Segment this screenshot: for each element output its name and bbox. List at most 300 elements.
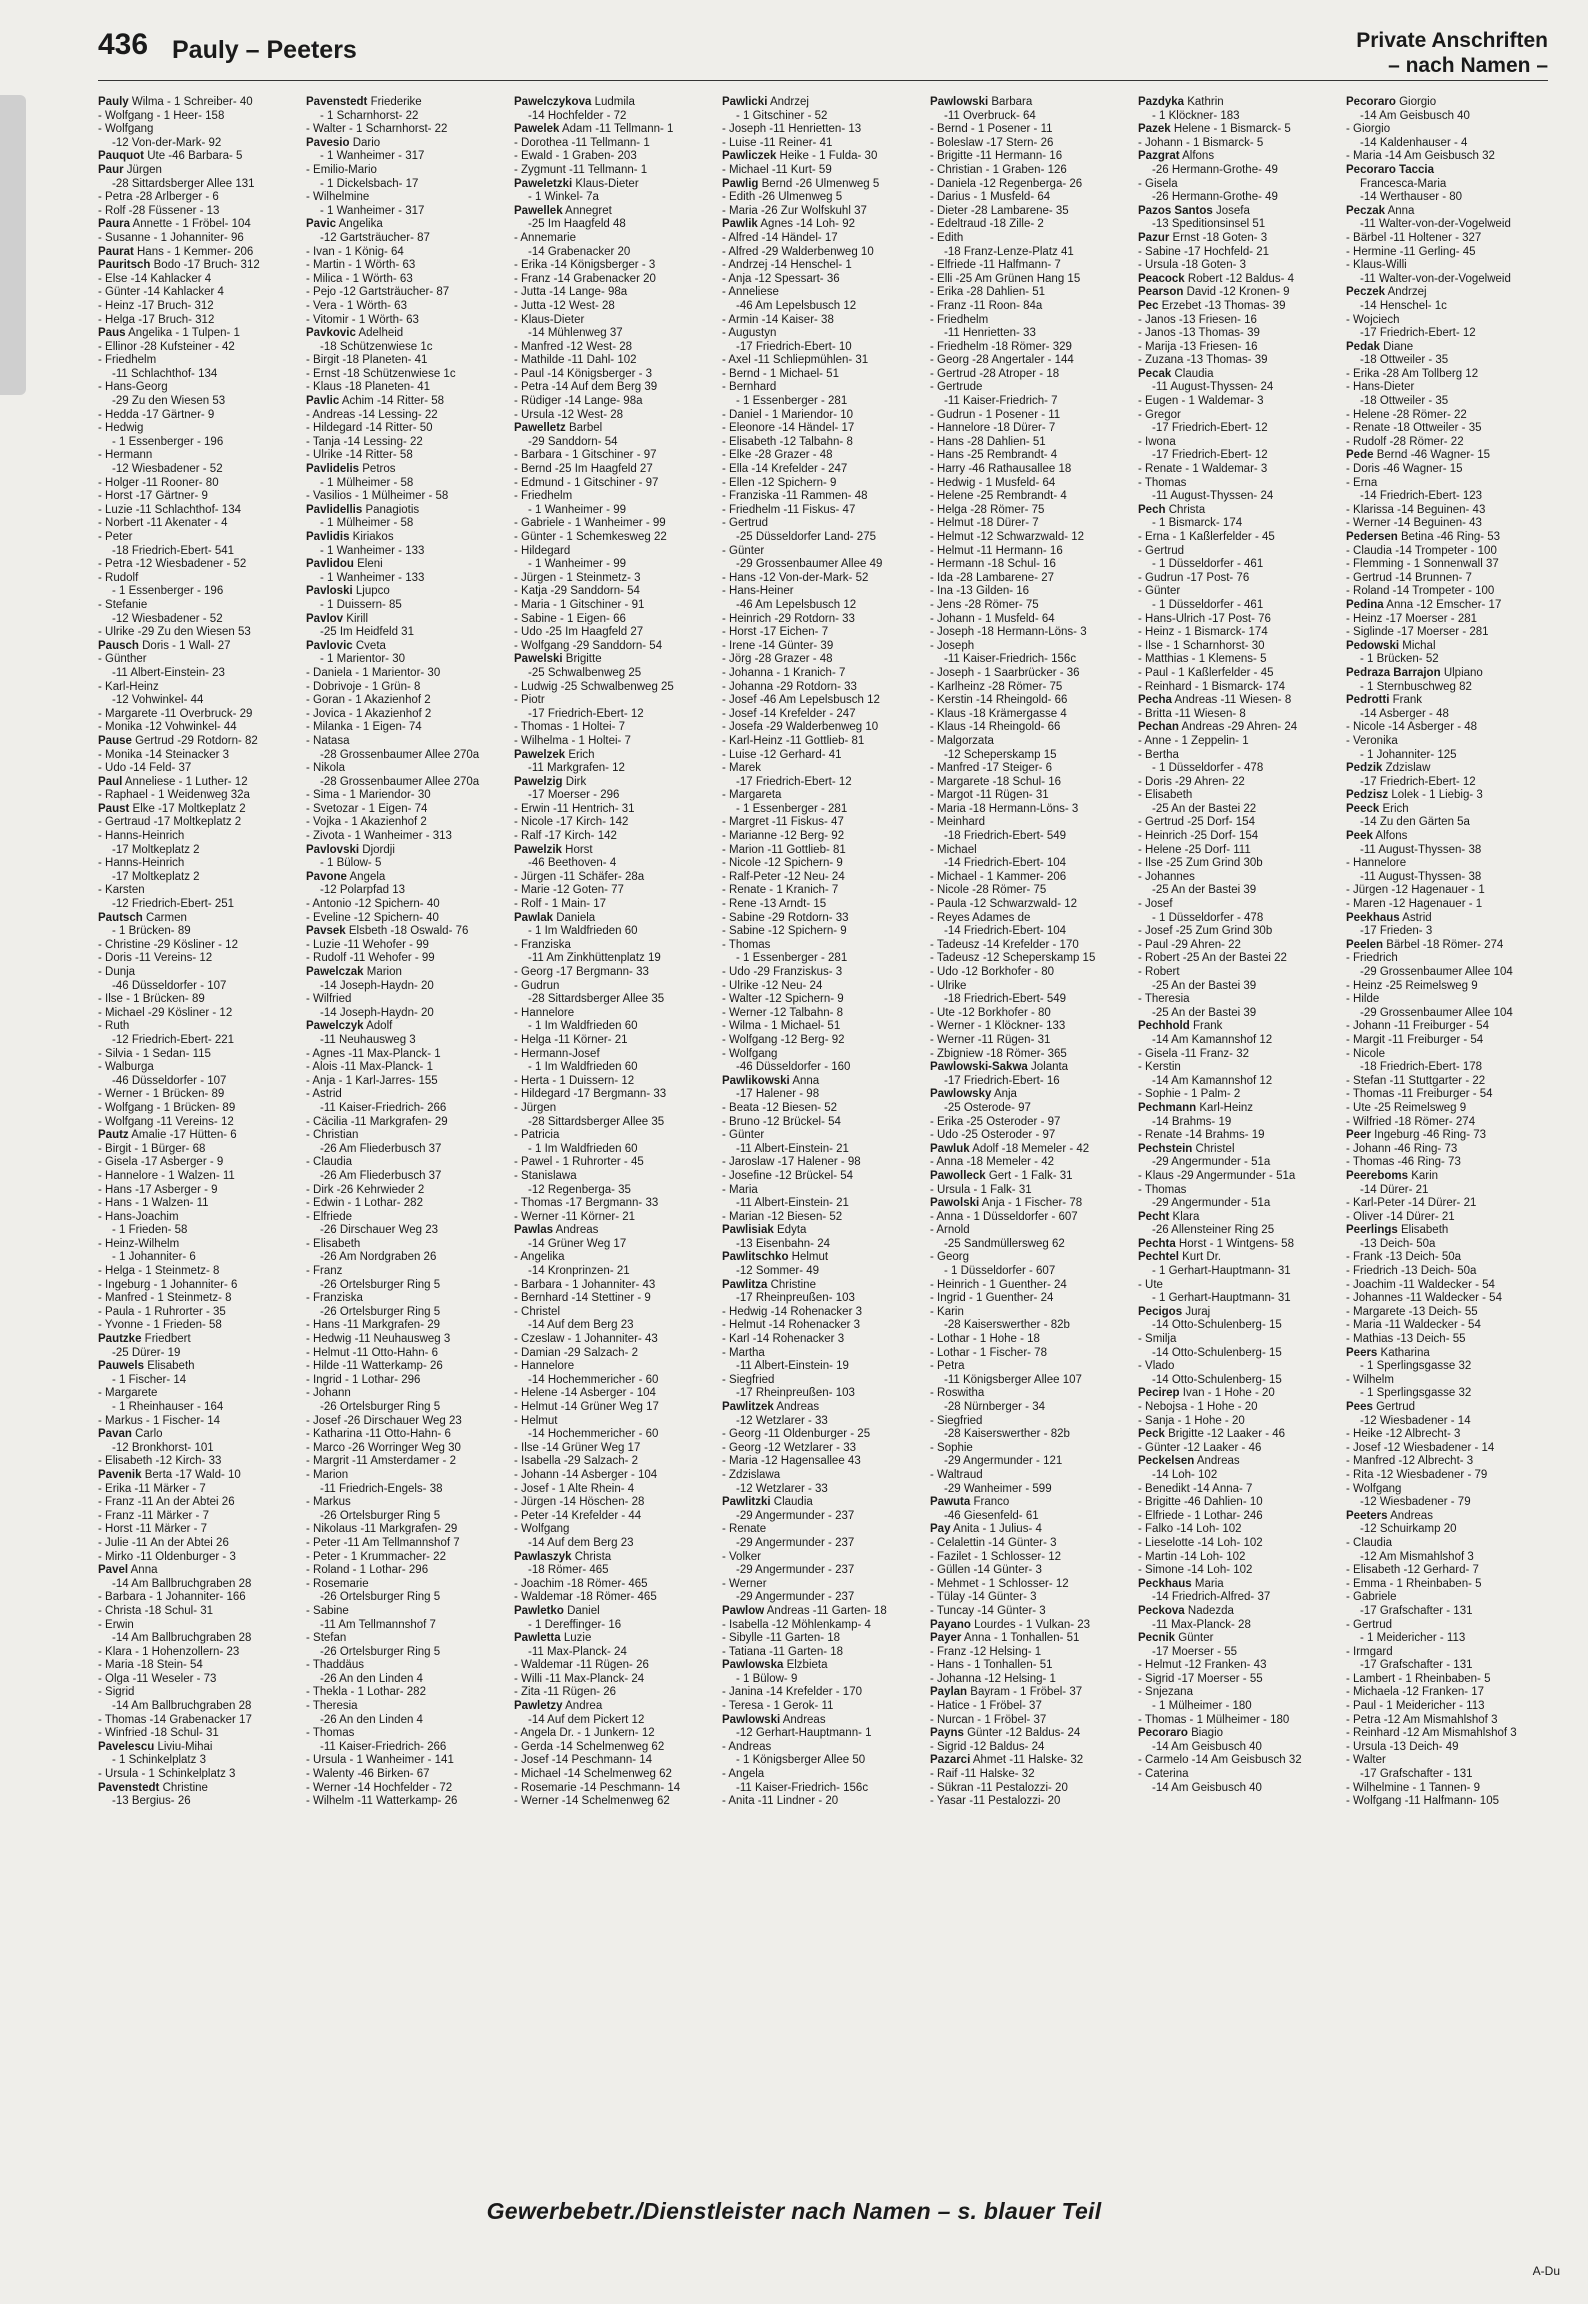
entry-text: Annette - 1 Fröbel- 104: [132, 218, 251, 231]
entry-text: - Heinrich -25 Dorf- 154: [1138, 830, 1259, 843]
listing-entry: [1346, 1768, 1546, 1782]
listing-entry: [1138, 1102, 1338, 1116]
address-line: -11 Albert-Einstein- 23: [112, 666, 225, 679]
address-line: -11 Am Zinkhüttenplatz 19: [528, 952, 661, 965]
listing-entry: [722, 205, 922, 219]
entry-text: - Holger -11 Rooner- 80: [98, 476, 219, 489]
entry-text: - Klaus -14 Rheingold- 66: [930, 721, 1061, 734]
entry-text: - Josef -14 Peschmann- 14: [514, 1754, 653, 1767]
listing-entry: [514, 191, 714, 205]
entry-text: Ahmet -11 Halske- 32: [972, 1754, 1084, 1767]
entry-text: Dario: [352, 136, 381, 149]
listing-entry: [722, 246, 922, 260]
listing-entry: [514, 1646, 714, 1660]
entry-text: Andrzej: [1387, 286, 1427, 299]
listing-entry: [930, 286, 1130, 300]
listing-entry: [1138, 884, 1338, 898]
entry-text: - Claudia: [306, 1156, 353, 1169]
entry-text: - Thomas: [306, 1727, 355, 1740]
entry-text: Panagiotis: [365, 503, 420, 516]
entry-text: Marion: [366, 966, 402, 978]
listing-entry: [1346, 1632, 1546, 1646]
listing-entry: [514, 545, 714, 559]
listing-entry: [306, 1197, 506, 1211]
listing-entry: [306, 1170, 506, 1184]
listing-entry: [98, 558, 298, 572]
listing-entry: [306, 1619, 506, 1633]
surname: Peereboms: [1346, 1169, 1409, 1182]
listing-entry: [98, 966, 298, 980]
listing-entry: [1346, 1075, 1546, 1089]
entry-text: - Eugen - 1 Waldemar- 3: [1138, 395, 1264, 408]
entry-text: - Robert: [1138, 966, 1180, 978]
listing-entry: [930, 164, 1130, 178]
listing-entry: [306, 1374, 506, 1388]
surname: Pawletta: [514, 1632, 561, 1645]
entry-text: - Johannes -11 Waldecker - 54: [1346, 1292, 1502, 1305]
address-line: -18 Friedrich-Ebert- 541: [112, 544, 235, 557]
entry-text: Anja - 1 Fischer- 78: [981, 1197, 1083, 1210]
entry-text: - Georg -17 Bergmann- 33: [514, 966, 649, 978]
listing-entry: [1346, 286, 1546, 300]
entry-text: - Walenty -46 Birken- 67: [306, 1768, 430, 1781]
surname: Peczak: [1346, 204, 1386, 217]
address-line: - 1 Scharnhorst- 22: [320, 109, 419, 122]
listing-entry: [514, 558, 714, 572]
entry-text: - Paul - 1 Kaßlerfelder - 45: [1138, 666, 1274, 679]
entry-text: - Elisabeth -12 Talbahn- 8: [722, 435, 853, 448]
listing-entry: [722, 1727, 922, 1741]
listing-entry: [722, 137, 922, 151]
page-header: [98, 28, 1548, 83]
listing-entry: [98, 830, 298, 844]
entry-text: - Monika -12 Vohwinkel- 44: [98, 721, 237, 734]
listing-entry: [514, 1020, 714, 1034]
address-line: -12 Polarpfad 13: [320, 884, 406, 897]
entry-text: Christine: [770, 1278, 816, 1291]
address-line: -13 Eisenbahn- 24: [736, 1237, 830, 1250]
entry-text: - Heinz-Wilhelm: [98, 1237, 180, 1250]
address-line: -14 Am Geisbusch 40: [1152, 1740, 1262, 1753]
entry-text: - Zdzislawa: [722, 1468, 781, 1481]
listing-entry: [514, 871, 714, 885]
listing-entry: [1138, 681, 1338, 695]
address-line: -12 Wetzlarer - 33: [736, 1482, 828, 1495]
listing-entry: [722, 681, 922, 695]
listing-entry: [1138, 381, 1338, 395]
entry-text: - Mehmet - 1 Schlosser- 12: [930, 1577, 1069, 1590]
address-line: -14 Auf dem Pickert 12: [528, 1713, 645, 1726]
surname: Peckhaus: [1138, 1577, 1192, 1590]
entry-text: - Janina -14 Krefelder - 170: [722, 1686, 862, 1699]
listing-entry: [98, 925, 298, 939]
listing-entry: [930, 1184, 1130, 1198]
listing-entry: [98, 300, 298, 314]
listing-entry: [722, 708, 922, 722]
listing-entry: [722, 1088, 922, 1102]
entry-text: - Hannelore -18 Dürer- 7: [930, 422, 1056, 435]
entry-text: - Silvia - 1 Sedan- 115: [98, 1047, 211, 1060]
listing-entry: [514, 1197, 714, 1211]
listing-entry: [98, 110, 298, 124]
entry-text: - Werner -11 Körner- 21: [514, 1210, 636, 1223]
listing-entry: [306, 1605, 506, 1619]
entry-text: - Anja -12 Spessart- 36: [722, 272, 840, 285]
entry-text: - Ursula - 1 Schinkelplatz 3: [98, 1768, 236, 1781]
entry-text: Kathrin: [1187, 96, 1224, 108]
entry-text: Angelika - 1 Tulpen- 1: [128, 327, 240, 340]
entry-text: - Ute -25 Reimelsweg 9: [1346, 1101, 1467, 1114]
address-line: - 1 Johanniter- 6: [112, 1251, 196, 1264]
entry-text: - Heike -12 Albrecht- 3: [1346, 1428, 1461, 1441]
address-line: - 1 Wanheimer - 99: [528, 503, 626, 516]
listing-entry: [930, 925, 1130, 939]
address-line: -29 Grossenbaumer Allee 49: [736, 558, 883, 571]
listing-entry: [306, 721, 506, 735]
address-line: -25 Im Haagfeld 48: [528, 218, 626, 231]
listing-entry: [514, 463, 714, 477]
address-line: -25 Düsseldorfer Land- 275: [736, 531, 876, 543]
entry-text: - Hedda -17 Gärtner- 9: [98, 408, 215, 421]
entry-text: - Mathilde -11 Dahl- 102: [514, 354, 637, 367]
entry-text: - Petra: [930, 1360, 965, 1373]
listing-entry: [514, 205, 714, 219]
listing-entry: [930, 1741, 1130, 1755]
listing-entry: [306, 354, 506, 368]
address-line: -26 Am Nordgraben 26: [320, 1251, 437, 1264]
listing-entry: [1138, 1591, 1338, 1605]
listing-entry: [1138, 1156, 1338, 1170]
entry-text: - Ute -12 Borkhofer - 80: [930, 1006, 1051, 1019]
listing-entry: [98, 1428, 298, 1442]
address-line: -46 Giesenfeld- 61: [944, 1509, 1039, 1522]
listing-entry: [722, 300, 922, 314]
entry-text: - Gabriele: [1346, 1591, 1397, 1604]
entry-text: - Friedhelm -18 Römer- 329: [930, 340, 1072, 353]
entry-text: - Fazilet - 1 Schlosser- 12: [930, 1550, 1062, 1563]
listing-entry: [930, 1333, 1130, 1347]
surname: Peeters: [1346, 1509, 1388, 1522]
listing-entry: [514, 653, 714, 667]
entry-text: - Renate: [722, 1523, 767, 1536]
address-line: -14 Henschel- 1c: [1360, 299, 1447, 312]
listing-entry: [1346, 681, 1546, 695]
entry-text: - Andrzej -14 Henschel- 1: [722, 259, 852, 272]
surname: Pecht: [1138, 1210, 1170, 1223]
listing-entry: [514, 164, 714, 178]
listing-entry: [98, 789, 298, 803]
listing-entry: [1346, 110, 1546, 124]
listing-entry: [514, 1727, 714, 1741]
listing-entry: [98, 381, 298, 395]
surname: Pawelletz: [514, 422, 566, 435]
listing-entry: [930, 1401, 1130, 1415]
listing-entry: [1346, 572, 1546, 586]
address-line: - 1 Sternbuschweg 82: [1360, 680, 1472, 693]
entry-text: - Susanne - 1 Johanniter- 96: [98, 231, 244, 244]
entry-text: - Wolfgang -11 Vereins- 12: [98, 1115, 234, 1128]
listing-entry: [98, 463, 298, 477]
listing-entry: [930, 110, 1130, 124]
address-line: - 1 Mülheimer - 180: [1152, 1700, 1252, 1713]
listing-entry: [306, 205, 506, 219]
entry-text: Hans - 1 Kemmer- 206: [137, 245, 254, 258]
surname: Pawelzek: [514, 748, 566, 761]
entry-text: Barbel: [568, 422, 603, 435]
address-line: -14 Joseph-Haydn- 20: [320, 1006, 434, 1019]
listing-column: [1138, 96, 1338, 2198]
listing-entry: [514, 613, 714, 627]
listing-entry: [1346, 1374, 1546, 1388]
listing-entry: [306, 123, 506, 137]
entry-text: - Wolfgang -12 Berg- 92: [722, 1033, 845, 1046]
entry-text: - Boleslaw -17 Stern- 26: [930, 136, 1054, 149]
address-line: - 1 Im Waldfrieden 60: [528, 1142, 638, 1155]
entry-text: - Rita -12 Wiesbadener - 79: [1346, 1468, 1488, 1481]
listing-entry: [98, 1646, 298, 1660]
listing-entry: [1138, 912, 1338, 926]
address-line: - 1 Essenberger - 281: [736, 952, 848, 965]
entry-text: - Gudrun - 1 Posener - 11: [930, 408, 1061, 421]
entry-text: Erzebet -13 Thomas- 39: [1161, 299, 1286, 312]
listing-entry: [514, 409, 714, 423]
listing-entry: [722, 640, 922, 654]
listing-entry: [1138, 1700, 1338, 1714]
listing-entry: [930, 1659, 1130, 1673]
listing-entry: [722, 517, 922, 531]
address-line: -11 Am Tellmannshof 7: [320, 1618, 436, 1631]
listing-entry: [98, 205, 298, 219]
listing-entry: [930, 1387, 1130, 1401]
address-line: -11 Walter-von-der-Vogelweid: [1360, 272, 1511, 285]
entry-text: - Petra -28 Arlberger - 6: [98, 191, 219, 204]
listing-entry: [930, 558, 1130, 572]
listing-entry: [1138, 1007, 1338, 1021]
listing-entry: [1346, 1591, 1546, 1605]
listing-entry: [1346, 653, 1546, 667]
listing-column: [722, 96, 922, 2198]
listing-entry: [306, 178, 506, 192]
listing-entry: [306, 1591, 506, 1605]
listing-entry: [306, 1455, 506, 1469]
entry-text: - Hedwig -11 Neuhausweg 3: [306, 1333, 451, 1346]
address-line: -17 Grafschafter - 131: [1360, 1659, 1473, 1672]
listing-entry: [306, 314, 506, 328]
listing-entry: [1346, 545, 1546, 559]
listing-entry: [1346, 490, 1546, 504]
listing-entry: [1346, 640, 1546, 654]
entry-text: - Hans-Georg: [98, 381, 168, 394]
entry-text: - Gertrud -28 Atroper - 18: [930, 367, 1060, 380]
entry-text: - Celalettin -14 Günter- 3: [930, 1536, 1057, 1549]
entry-text: - Marie -12 Goten- 77: [514, 884, 624, 897]
listing-entry: [930, 531, 1130, 545]
listing-entry: [98, 1088, 298, 1102]
entry-text: - Hans -12 Von-der-Mark- 52: [722, 571, 869, 584]
listing-entry: [1138, 1741, 1338, 1755]
listing-entry: [514, 749, 714, 763]
listing-entry: [306, 871, 506, 885]
listing-entry: [722, 1523, 922, 1537]
listing-entry: [514, 1659, 714, 1673]
entry-text: - Veronika: [1346, 734, 1398, 747]
listing-entry: [1138, 1306, 1338, 1320]
section-title-line2: – nach Namen –: [1388, 54, 1548, 77]
listing-entry: [1346, 925, 1546, 939]
listing-entry: [722, 1265, 922, 1279]
entry-text: - Hannelore: [1346, 857, 1407, 870]
entry-text: - Ruth: [98, 1020, 130, 1033]
entry-text: Ute -46 Barbara- 5: [147, 150, 243, 163]
listing-entry: [1138, 1197, 1338, 1211]
entry-text: - Margot -11 Rügen- 31: [930, 789, 1049, 802]
entry-text: Juraj: [1185, 1305, 1211, 1318]
entry-text: - Joseph - 1 Saarbrücker - 36: [930, 666, 1080, 679]
address-line: -28 Grossenbaumer Allee 270a: [320, 775, 480, 788]
entry-text: - Raphael - 1 Weidenweg 32a: [98, 789, 250, 802]
listing-entry: [98, 531, 298, 545]
entry-text: - Maria -11 Waldecker - 54: [1346, 1319, 1481, 1332]
entry-text: - Hedwig - 1 Musfeld- 64: [930, 476, 1056, 489]
surname: Peck: [1138, 1428, 1165, 1441]
listing-entry: [930, 1319, 1130, 1333]
entry-text: - Zita -11 Rügen- 26: [514, 1686, 617, 1699]
entry-text: - Wolfgang - 1 Brücken- 89: [98, 1101, 236, 1114]
listing-entry: [722, 477, 922, 491]
listing-entry: [1138, 980, 1338, 994]
listing-entry: [1346, 1700, 1546, 1714]
address-line: -14 Friedrich-Ebert- 104: [944, 857, 1067, 870]
listing-entry: [514, 150, 714, 164]
entry-text: - Ilse -25 Zum Grind 30b: [1138, 857, 1263, 870]
surname: Pavlidellis: [306, 503, 363, 516]
entry-text: - Walter: [1346, 1754, 1386, 1767]
listing-entry: [1138, 1442, 1338, 1456]
listing-entry: [930, 463, 1130, 477]
listing-entry: [514, 259, 714, 273]
entry-text: - Karlheinz -28 Römer- 75: [930, 680, 1063, 693]
listing-entry: [930, 884, 1130, 898]
listing-entry: [722, 1795, 922, 1809]
listing-entry: [930, 490, 1130, 504]
listing-entry: [930, 857, 1130, 871]
listing-entry: [306, 1333, 506, 1347]
listing-entry: [1346, 1211, 1546, 1225]
entry-text: - Josef - 1 Alte Rhein- 4: [514, 1482, 635, 1495]
entry-text: - Ellen -12 Spichern- 9: [722, 476, 837, 489]
entry-text: - Janos -13 Friesen- 16: [1138, 313, 1257, 326]
entry-text: - Erika -14 Königsberger - 3: [514, 259, 656, 272]
entry-text: - Paul -14 Königsberger - 3: [514, 367, 653, 380]
listing-entry: [1138, 1265, 1338, 1279]
entry-text: - Hans -17 Asberger - 9: [98, 1183, 218, 1196]
listing-entry: [306, 381, 506, 395]
listing-entry: [1346, 1170, 1546, 1184]
entry-text: - Johann -46 Ring- 73: [1346, 1142, 1458, 1155]
address-line: -14 Hochemmericher - 60: [528, 1428, 659, 1441]
address-line: -14 Kaldenhauser - 4: [1360, 136, 1468, 149]
address-line: -11 Albert-Einstein- 21: [736, 1142, 849, 1155]
surname: Pawelek: [514, 123, 560, 136]
address-line: -12 Bronkhorst- 101: [112, 1441, 214, 1454]
entry-text: - Reinhard -12 Am Mismahlshof 3: [1346, 1727, 1517, 1740]
entry-text: - Margarete -13 Deich- 55: [1346, 1305, 1478, 1318]
listing-entry: [306, 449, 506, 463]
entry-text: - Stefanie: [98, 598, 148, 611]
address-line: -28 Kaiserswerther - 82b: [944, 1428, 1070, 1441]
surname: Peckelsen: [1138, 1455, 1195, 1468]
entry-text: - Hans -25 Rembrandt- 4: [930, 449, 1058, 462]
entry-text: - Hermann-Josef: [514, 1047, 600, 1060]
surname: Pawluk: [930, 1142, 970, 1155]
listing-entry: [514, 681, 714, 695]
surname: Pawlig: [722, 177, 759, 190]
entry-text: - Nicole -12 Spichern- 9: [722, 857, 843, 870]
address-line: - 1 Duissern- 85: [320, 598, 402, 611]
side-thumb-tab: [0, 95, 26, 395]
listing-entry: [1346, 1578, 1546, 1592]
entry-text: - Hans -28 Dahlien- 51: [930, 435, 1046, 448]
entry-text: Erich: [1382, 802, 1409, 815]
listing-entry: [1346, 1306, 1546, 1320]
entry-text: - Ingrid - 1 Guenther- 24: [930, 1292, 1054, 1305]
listing-entry: [930, 776, 1130, 790]
entry-text: Andreas -11 Wiesen- 8: [1174, 694, 1292, 707]
address-line: -14 Mühlenweg 37: [528, 327, 623, 340]
listing-entry: [514, 585, 714, 599]
listing-entry: [1346, 1360, 1546, 1374]
entry-text: - Helmut -12 Schwarzwald- 12: [930, 531, 1085, 543]
entry-text: - Anneliese: [722, 286, 779, 299]
entry-text: Ulpiano: [1443, 666, 1483, 679]
entry-text: - Vasilios - 1 Mülheimer - 58: [306, 490, 449, 503]
listing-entry: [1138, 1782, 1338, 1796]
listing-entry: [306, 1061, 506, 1075]
surname: Pavlidou: [306, 558, 354, 571]
entry-text: - Helmut -11 Otto-Hahn- 6: [306, 1346, 439, 1359]
listing-entry: [306, 762, 506, 776]
address-line: -25 Im Heidfeld 31: [320, 626, 414, 639]
listing-entry: [1138, 368, 1338, 382]
entry-text: - Stefan: [306, 1632, 347, 1645]
address-line: -26 Am Fliederbusch 37: [320, 1169, 442, 1182]
listing-entry: [930, 1224, 1130, 1238]
listing-entry: [1138, 1075, 1338, 1089]
listing-entry: [514, 599, 714, 613]
entry-text: - Erika -28 Dahlien- 51: [930, 286, 1046, 299]
listing-entry: [1346, 1442, 1546, 1456]
listing-entry: [722, 626, 922, 640]
entry-text: Doris - 1 Wall- 27: [142, 639, 231, 652]
entry-text: - Nebojsa - 1 Hohe - 20: [1138, 1401, 1258, 1413]
listing-entry: [98, 354, 298, 368]
entry-text: - Armin -14 Kaiser- 38: [722, 313, 834, 326]
address-line: -26 Hermann-Grothe- 49: [1152, 191, 1278, 204]
surname: Paurat: [98, 245, 134, 258]
listing-entry: [930, 1605, 1130, 1619]
listing-entry: [1346, 314, 1546, 328]
entry-text: - Franz: [306, 1265, 343, 1278]
address-line: -28 Nürnberger - 34: [944, 1401, 1045, 1413]
surname: Pecoraro: [1138, 1727, 1188, 1740]
entry-text: - Lothar - 1 Fischer- 78: [930, 1346, 1047, 1359]
entry-text: - Maria - 1 Gitschiner - 91: [514, 598, 645, 611]
listing-entry: [514, 1129, 714, 1143]
listing-entry: [930, 1686, 1130, 1700]
entry-text: - Luzie -11 Schlachthof- 134: [98, 503, 241, 516]
entry-text: - Doris -46 Wagner- 15: [1346, 463, 1463, 476]
listing-entry: [306, 463, 506, 477]
